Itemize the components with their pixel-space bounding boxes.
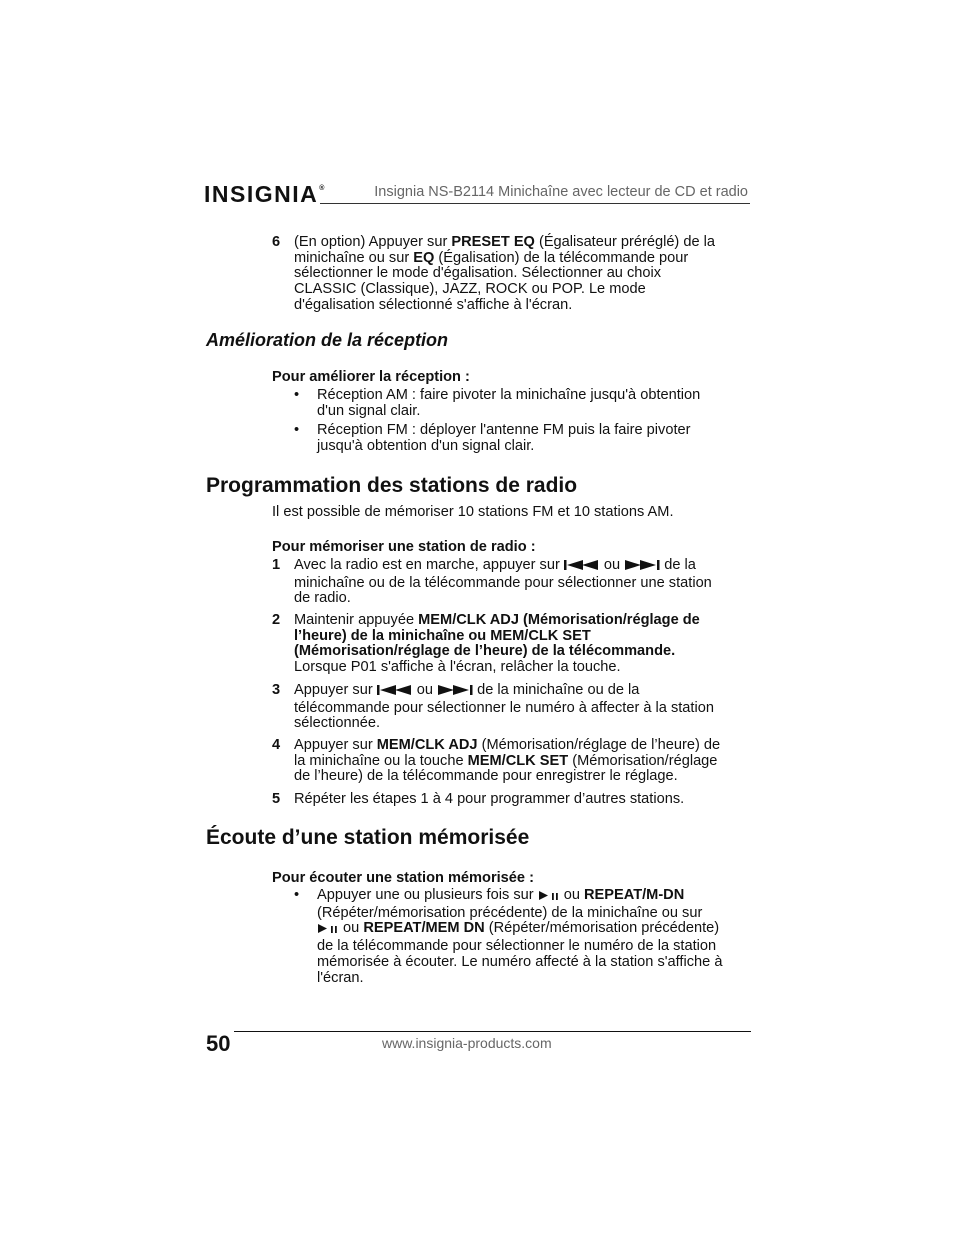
list-item-listen: Appuyer une ou plusieurs fois sur ou REPEAT/M-DN (Répéter/mémorisation précédente) de la minichaîne ou sur ou REPEAT/MEM DN (Répéter/mémorisation précédente) de la télécommande pour sélectionner le numéro de la station mémorisée à écouter. Le numéro affecté à la station s'affiche à l'écran. [317, 887, 723, 986]
previous-track-icon [564, 559, 600, 576]
step-5-text: Répéter les étapes 1 à 4 pour programmer d’autres stations. [294, 791, 685, 807]
step-number: 6 [272, 234, 281, 250]
procedure-title: Pour mémoriser une station de radio : [272, 539, 536, 555]
heading-listening: Écoute d’une station mémorisée [206, 826, 530, 849]
footer-url: www.insignia-products.com [382, 1035, 552, 1051]
step-number: 4 [272, 737, 281, 753]
heading-programming: Programmation des stations de radio [206, 474, 578, 497]
next-track-icon [624, 559, 660, 576]
step-number: 3 [272, 682, 281, 698]
list-item-am: Réception AM : faire pivoter la minichaîne jusqu'à obtention d'un signal clair. [317, 387, 701, 419]
procedure-title: Pour écouter une station mémorisée : [272, 870, 534, 886]
step-2-text: Maintenir appuyée MEM/CLK ADJ (Mémorisation/réglage de l’heure) de la minichaîne ou MEM/CLK SET (Mémorisation/réglage de l’heure) de la télécommande. Lorsque P01 s'affiche à l'écran, relâcher la touche. [294, 612, 700, 676]
subheading-reception: Amélioration de la réception [206, 330, 449, 350]
bullet: • [294, 887, 300, 903]
play-pause-icon [538, 890, 560, 906]
step-1-text: Avec la radio est en marche, appuyer sur ou de la minichaîne ou de la télécommande pour sélectionner une station de radio. [294, 557, 712, 607]
logo-registered-mark: ® [319, 185, 325, 192]
page-number: 50 [206, 1031, 231, 1056]
bullet: • [294, 387, 300, 403]
footer-divider [234, 1031, 751, 1032]
logo-text: INSIGNIA [204, 181, 319, 207]
document-title: Insignia NS-B2114 Minichaîne avec lecteur de CD et radio [374, 184, 748, 200]
bullet: • [294, 422, 300, 438]
step-number: 2 [272, 612, 281, 628]
next-track-icon [437, 684, 473, 701]
step-number: 1 [272, 557, 281, 573]
procedure-title: Pour améliorer la réception : [272, 369, 470, 385]
step-6-text: (En option) Appuyer sur PRESET EQ (Égalisateur préréglé) de la minichaîne ou sur EQ (Égalisation) de la télécommande pour sélectionner le mode d'égalisation. Sélectionner au choix CLASSIC (Classique), JAZZ, ROCK ou POP. Le mode d'égalisation sélectionné s'affiche à l'écran. [294, 234, 715, 313]
step-3-text: Appuyer sur ou de la minichaîne ou de la télécommande pour sélectionner le numéro à affecter à la station sélectionnée. [294, 682, 714, 732]
header-divider [320, 203, 750, 204]
intro-text: Il est possible de mémoriser 10 stations FM et 10 stations AM. [272, 504, 674, 520]
step-number: 5 [272, 791, 281, 807]
play-pause-icon [317, 923, 339, 939]
list-item-fm: Réception FM : déployer l'antenne FM puis la faire pivoter jusqu'à obtention d'un signal clair. [317, 422, 691, 454]
previous-track-icon [377, 684, 413, 701]
insignia-logo [204, 181, 324, 208]
step-4-text: Appuyer sur MEM/CLK ADJ (Mémorisation/réglage de l’heure) de la minichaîne ou la touche MEM/CLK SET (Mémorisation/réglage de l’heure) de la télécommande pour enregistrer le réglage. [294, 737, 721, 785]
